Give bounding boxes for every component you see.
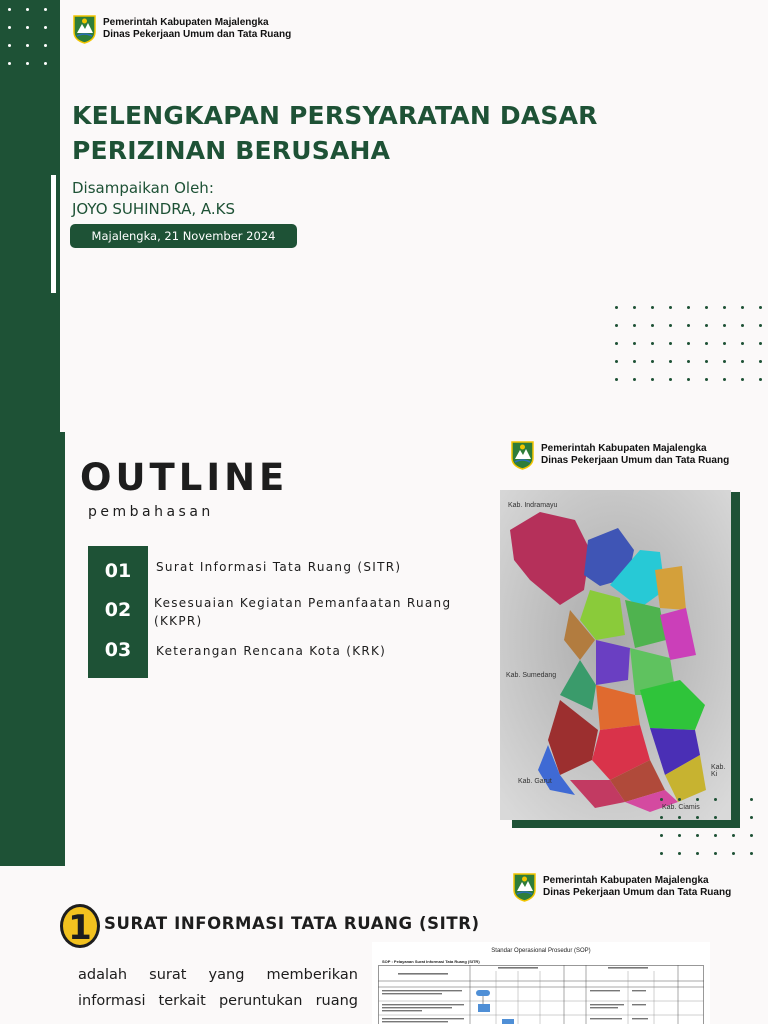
pattern-dot xyxy=(696,816,699,819)
pattern-dot xyxy=(759,378,762,381)
pattern-dot xyxy=(687,306,690,309)
description-line-1: adalah surat yang memberikan xyxy=(78,967,358,983)
outline-item-3: Keterangan Rencana Kota (KRK) xyxy=(156,644,387,658)
presented-by-label: Disampaikan Oleh: xyxy=(72,179,214,197)
pattern-dot xyxy=(714,852,717,855)
pattern-dot xyxy=(8,62,11,65)
presenter-block xyxy=(72,178,235,220)
outline-number-column xyxy=(88,546,148,678)
pattern-dot xyxy=(651,306,654,309)
outline-heading: OUTLINE xyxy=(80,456,289,499)
pattern-dot xyxy=(723,378,726,381)
dot-pattern-right xyxy=(615,306,762,381)
pattern-dot xyxy=(687,378,690,381)
outline-item-2: Kesesuaian Kegiatan Pemanfaatan Ruang (KKPR) xyxy=(154,596,452,628)
pattern-dot xyxy=(732,798,735,801)
pattern-dot xyxy=(714,816,717,819)
pattern-dot xyxy=(26,8,29,11)
map-label-north: Kab. Indramayu xyxy=(508,502,558,509)
pattern-dot xyxy=(741,360,744,363)
logo-line-1: Pemerintah Kabupaten Majalengka xyxy=(541,443,707,454)
pattern-dot xyxy=(615,306,618,309)
majalengka-emblem-icon xyxy=(510,440,535,470)
pattern-dot xyxy=(633,306,636,309)
pattern-dot xyxy=(669,360,672,363)
pattern-dot xyxy=(651,360,654,363)
logo-text xyxy=(543,875,731,899)
regional-map xyxy=(500,490,731,820)
pattern-dot xyxy=(633,360,636,363)
pattern-dot xyxy=(705,306,708,309)
map-label-east: Kab. Ki xyxy=(711,764,726,778)
majalengka-emblem-icon xyxy=(512,872,537,902)
pattern-dot xyxy=(8,26,11,29)
map-label-west: Kab. Sumedang xyxy=(506,672,557,679)
pattern-dot xyxy=(750,834,753,837)
pattern-dot xyxy=(633,378,636,381)
outline-number-2: 02 xyxy=(104,599,132,621)
pattern-dot xyxy=(705,342,708,345)
section-number: 1 xyxy=(68,908,92,948)
sop-title: Standar Operasional Prosedur (SOP) xyxy=(491,948,591,954)
pattern-dot xyxy=(615,324,618,327)
pattern-dot xyxy=(759,342,762,345)
pattern-dot xyxy=(750,798,753,801)
section-title: SURAT INFORMASI TATA RUANG (SITR) xyxy=(104,914,480,933)
number-one-badge xyxy=(58,902,102,950)
pattern-dot xyxy=(669,324,672,327)
slide-outline xyxy=(0,432,768,866)
pattern-dot xyxy=(705,360,708,363)
pattern-dot xyxy=(678,816,681,819)
logo-line-2: Dinas Pekerjaan Umum dan Tata Ruang xyxy=(541,455,730,466)
pattern-dot xyxy=(651,378,654,381)
left-green-band xyxy=(0,432,65,866)
pattern-dot xyxy=(723,306,726,309)
outline-item-1: Surat Informasi Tata Ruang (SITR) xyxy=(156,560,402,574)
pattern-dot xyxy=(8,8,11,11)
sop-table-graphic xyxy=(378,965,704,1024)
dot-pattern-top-left xyxy=(8,8,47,65)
title-line-2: PERIZINAN BERUSAHA xyxy=(72,136,391,165)
pattern-dot xyxy=(44,26,47,29)
sop-document xyxy=(372,942,710,1024)
presenter-name: JOYO SUHINDRA, A.KS xyxy=(72,200,236,218)
pattern-dot xyxy=(741,324,744,327)
pattern-dot xyxy=(44,44,47,47)
pattern-dot xyxy=(660,834,663,837)
title-line-1: KELENGKAPAN PERSYARATAN DASAR xyxy=(72,101,598,130)
pattern-dot xyxy=(696,852,699,855)
pattern-dot xyxy=(732,834,735,837)
pattern-dot xyxy=(741,378,744,381)
map-label-south: Kab. Ciamis xyxy=(662,804,700,811)
section-description xyxy=(78,962,358,1014)
pattern-dot xyxy=(44,62,47,65)
date-badge: Majalengka, 21 November 2024 xyxy=(70,224,297,248)
pattern-dot xyxy=(687,342,690,345)
regional-map-graphic xyxy=(500,490,731,820)
pattern-dot xyxy=(741,342,744,345)
map-label-southwest: Kab. Garut xyxy=(518,778,552,785)
outline-number-3: 03 xyxy=(104,639,132,661)
pattern-dot xyxy=(669,342,672,345)
pattern-dot xyxy=(615,360,618,363)
logo-line-2: Dinas Pekerjaan Umum dan Tata Ruang xyxy=(103,29,292,40)
pattern-dot xyxy=(26,44,29,47)
pattern-dot xyxy=(705,378,708,381)
pattern-dot xyxy=(660,816,663,819)
pattern-dot xyxy=(714,798,717,801)
pattern-dot xyxy=(696,798,699,801)
sop-subtitle: SOP : Pelayanan Surat Informasi Tata Ruang (SITR) xyxy=(382,959,480,964)
pattern-dot xyxy=(759,360,762,363)
pattern-dot xyxy=(678,798,681,801)
pattern-dot xyxy=(651,342,654,345)
pattern-dot xyxy=(723,324,726,327)
majalengka-emblem-icon xyxy=(72,14,97,44)
pattern-dot xyxy=(26,62,29,65)
pattern-dot xyxy=(660,852,663,855)
pattern-dot xyxy=(687,360,690,363)
page-title xyxy=(72,98,632,168)
slide-title xyxy=(0,0,768,432)
pattern-dot xyxy=(678,834,681,837)
slide-sitr xyxy=(0,866,768,1024)
pattern-dot xyxy=(44,8,47,11)
pattern-dot xyxy=(750,852,753,855)
pattern-dot xyxy=(651,324,654,327)
logo-text xyxy=(541,443,729,467)
pattern-dot xyxy=(633,342,636,345)
pattern-dot xyxy=(615,378,618,381)
pattern-dot xyxy=(714,834,717,837)
logo-line-2: Dinas Pekerjaan Umum dan Tata Ruang xyxy=(543,887,732,898)
dot-pattern-bottom-right xyxy=(660,798,753,855)
pattern-dot xyxy=(660,798,663,801)
pattern-dot xyxy=(705,324,708,327)
header-logo xyxy=(72,14,291,44)
logo-text xyxy=(103,17,291,41)
pattern-dot xyxy=(615,342,618,345)
pattern-dot xyxy=(669,306,672,309)
pattern-dot xyxy=(723,360,726,363)
pattern-dot xyxy=(26,26,29,29)
header-logo xyxy=(512,872,731,902)
pattern-dot xyxy=(8,44,11,47)
header-logo xyxy=(510,440,729,470)
logo-line-1: Pemerintah Kabupaten Majalengka xyxy=(103,17,269,28)
pattern-dot xyxy=(723,342,726,345)
pattern-dot xyxy=(687,324,690,327)
pattern-dot xyxy=(750,816,753,819)
title-accent-bar xyxy=(51,175,56,293)
description-line-2: informasi terkait peruntukan ruang xyxy=(78,993,358,1009)
outline-subheading: pembahasan xyxy=(88,504,214,520)
pattern-dot xyxy=(696,834,699,837)
pattern-dot xyxy=(741,306,744,309)
pattern-dot xyxy=(678,852,681,855)
pattern-dot xyxy=(732,816,735,819)
pattern-dot xyxy=(633,324,636,327)
pattern-dot xyxy=(669,378,672,381)
pattern-dot xyxy=(759,306,762,309)
logo-line-1: Pemerintah Kabupaten Majalengka xyxy=(543,875,709,886)
pattern-dot xyxy=(732,852,735,855)
pattern-dot xyxy=(759,324,762,327)
outline-number-1: 01 xyxy=(104,560,132,582)
